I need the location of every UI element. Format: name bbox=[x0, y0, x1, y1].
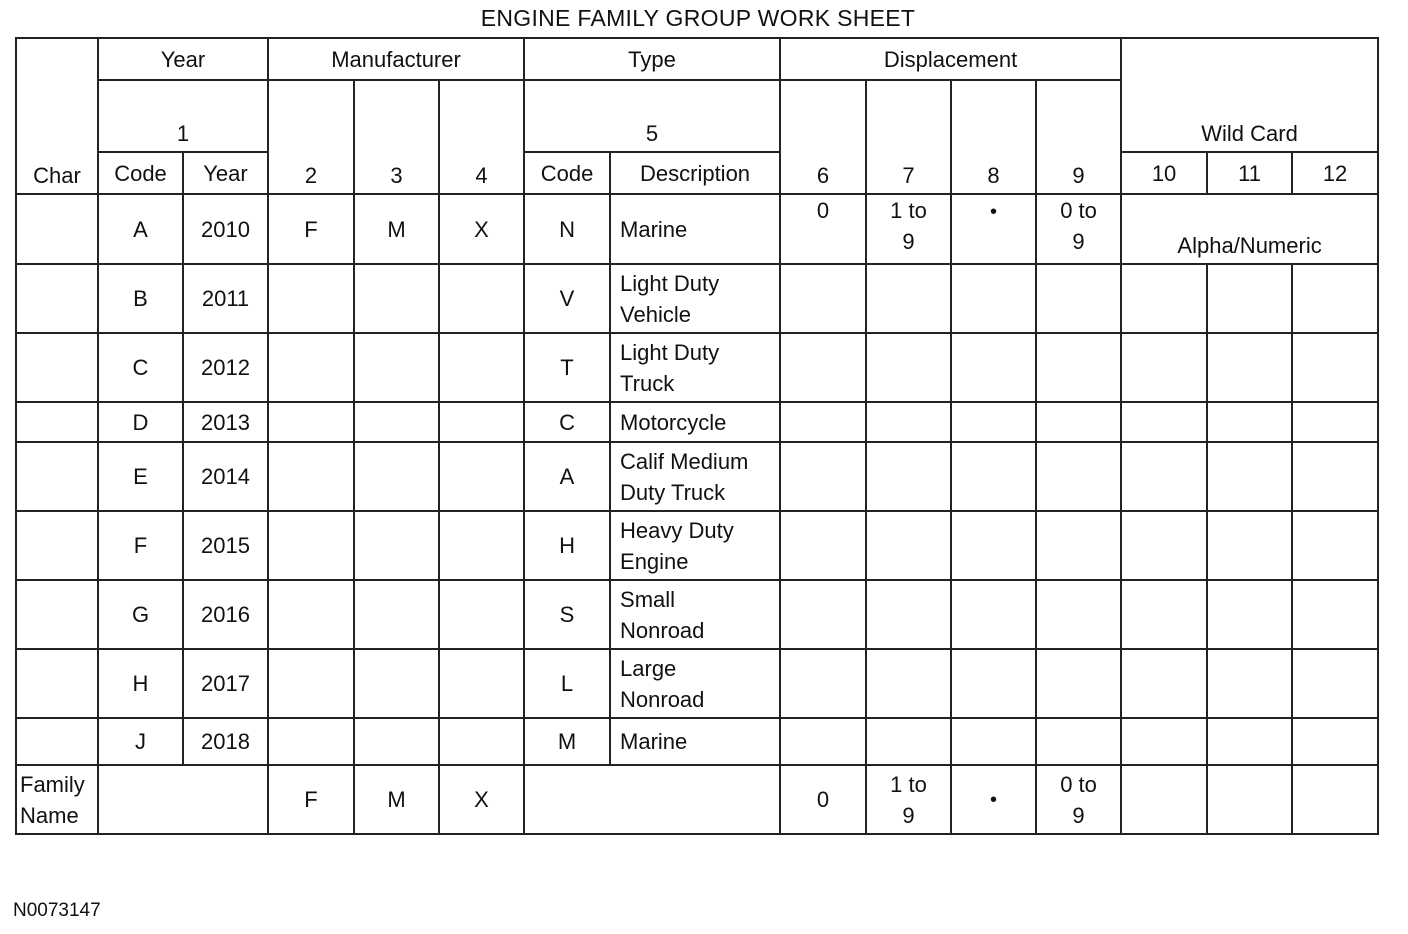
displacement-9-cell bbox=[1036, 264, 1121, 333]
wild-card-10-cell bbox=[1121, 333, 1207, 402]
manufacturer-3-cell bbox=[354, 580, 439, 649]
char-cell bbox=[16, 194, 98, 264]
year-value-cell: 2011 bbox=[183, 264, 268, 333]
displacement-9-cell bbox=[1036, 194, 1121, 264]
family-displacement-8-cell bbox=[951, 765, 1036, 834]
family-name-label-line2: Name bbox=[20, 802, 79, 828]
description-header: Description bbox=[610, 152, 780, 194]
manufacturer-4-cell bbox=[439, 442, 524, 511]
manufacturer-2-cell: F bbox=[268, 194, 354, 264]
description-line2: Vehicle bbox=[620, 301, 691, 327]
table-row bbox=[16, 194, 1378, 264]
type-code-cell: A bbox=[524, 442, 610, 511]
wild-card-12-cell bbox=[1292, 580, 1378, 649]
family-wild-card-11-cell bbox=[1207, 765, 1292, 834]
family-manufacturer-2-cell: F bbox=[268, 765, 354, 834]
description-line2: Truck bbox=[620, 370, 675, 396]
displacement-7-cell bbox=[866, 718, 951, 765]
manufacturer-group-header: Manufacturer bbox=[268, 38, 524, 80]
manufacturer-2-cell bbox=[268, 402, 354, 442]
wild-card-12-cell bbox=[1292, 718, 1378, 765]
position-1-label: 1 bbox=[98, 80, 268, 152]
manufacturer-2-cell bbox=[268, 264, 354, 333]
family-name-row bbox=[16, 765, 1378, 834]
char-cell bbox=[16, 264, 98, 333]
manufacturer-4-cell bbox=[439, 264, 524, 333]
year-code-header: Code bbox=[98, 152, 183, 194]
position-5-label: 5 bbox=[524, 80, 780, 152]
year-group-header: Year bbox=[98, 38, 268, 80]
wild-card-header: Wild Card bbox=[1121, 38, 1378, 152]
year-value-cell: 2012 bbox=[183, 333, 268, 402]
description-line1: Small bbox=[620, 586, 676, 612]
type-code-cell: T bbox=[524, 333, 610, 402]
char-cell bbox=[16, 333, 98, 402]
displacement-group-header: Displacement bbox=[780, 38, 1121, 80]
year-value-cell: 2013 bbox=[183, 402, 268, 442]
wild-card-12-cell bbox=[1292, 333, 1378, 402]
displacement-6-cell bbox=[780, 402, 866, 442]
type-description-cell bbox=[610, 442, 780, 511]
table-row bbox=[16, 264, 1378, 333]
char-cell bbox=[16, 718, 98, 765]
type-code-cell: V bbox=[524, 264, 610, 333]
year-year-header: Year bbox=[183, 152, 268, 194]
manufacturer-2-cell bbox=[268, 442, 354, 511]
char-header: Char bbox=[16, 38, 98, 194]
table-row bbox=[16, 649, 1378, 718]
year-code-cell: A bbox=[98, 194, 183, 264]
displacement-9-line2: 9 bbox=[1072, 229, 1085, 254]
displacement-6-cell bbox=[780, 649, 866, 718]
wild-card-10-cell bbox=[1121, 649, 1207, 718]
position-6-label: 6 bbox=[780, 80, 866, 194]
wild-card-10-cell bbox=[1121, 580, 1207, 649]
type-description-cell: Marine bbox=[610, 718, 780, 765]
position-7-label: 7 bbox=[866, 80, 951, 194]
type-group-header: Type bbox=[524, 38, 780, 80]
type-code-cell: L bbox=[524, 649, 610, 718]
displacement-6-cell bbox=[780, 442, 866, 511]
year-value-cell: 2016 bbox=[183, 580, 268, 649]
manufacturer-2-cell bbox=[268, 649, 354, 718]
manufacturer-4-cell bbox=[439, 402, 524, 442]
type-description-cell bbox=[610, 511, 780, 580]
char-cell bbox=[16, 580, 98, 649]
header-column-row bbox=[16, 152, 1378, 194]
wild-card-cell: Alpha/Numeric bbox=[1121, 194, 1378, 264]
displacement-9-cell bbox=[1036, 442, 1121, 511]
manufacturer-3-cell: M bbox=[354, 194, 439, 264]
displacement-7-cell bbox=[866, 402, 951, 442]
type-description-cell bbox=[610, 264, 780, 333]
manufacturer-3-cell bbox=[354, 264, 439, 333]
displacement-9-cell bbox=[1036, 511, 1121, 580]
wild-card-12-cell bbox=[1292, 649, 1378, 718]
type-code-cell: M bbox=[524, 718, 610, 765]
displacement-7-line1: 1 to bbox=[890, 198, 927, 223]
table-row bbox=[16, 718, 1378, 765]
wild-card-12-cell bbox=[1292, 442, 1378, 511]
char-cell bbox=[16, 402, 98, 442]
year-value-cell: 2018 bbox=[183, 718, 268, 765]
year-code-cell: F bbox=[98, 511, 183, 580]
description-line1: Heavy Duty bbox=[620, 517, 734, 543]
wild-card-10-cell bbox=[1121, 264, 1207, 333]
year-value-cell: 2015 bbox=[183, 511, 268, 580]
displacement-6-cell bbox=[780, 264, 866, 333]
worksheet-title: ENGINE FAMILY GROUP WORK SHEET bbox=[480, 5, 916, 31]
manufacturer-2-cell bbox=[268, 333, 354, 402]
year-value-cell: 2014 bbox=[183, 442, 268, 511]
family-displacement-9-cell bbox=[1036, 765, 1121, 834]
manufacturer-3-cell bbox=[354, 333, 439, 402]
type-code-cell: S bbox=[524, 580, 610, 649]
table-row bbox=[16, 442, 1378, 511]
wild-card-10-cell bbox=[1121, 442, 1207, 511]
displacement-9-cell bbox=[1036, 333, 1121, 402]
displacement-8-cell bbox=[951, 333, 1036, 402]
manufacturer-3-cell bbox=[354, 649, 439, 718]
displacement-9-cell bbox=[1036, 580, 1121, 649]
year-code-cell: B bbox=[98, 264, 183, 333]
displacement-6-cell: 0 bbox=[780, 194, 866, 264]
description-line2: Duty Truck bbox=[620, 479, 726, 505]
manufacturer-4-cell bbox=[439, 580, 524, 649]
displacement-8-cell bbox=[951, 442, 1036, 511]
type-description-cell bbox=[610, 649, 780, 718]
manufacturer-2-cell bbox=[268, 718, 354, 765]
description-line1: Calif Medium bbox=[620, 448, 749, 474]
family-displacement-9-line2: 9 bbox=[1072, 802, 1085, 828]
decimal-point-mark: • bbox=[990, 201, 998, 223]
year-code-cell: J bbox=[98, 718, 183, 765]
displacement-6-cell bbox=[780, 511, 866, 580]
family-displacement-9-line1: 0 to bbox=[1060, 771, 1097, 797]
wild-card-11-cell bbox=[1207, 264, 1292, 333]
position-4-label: 4 bbox=[439, 80, 524, 194]
header-group-row bbox=[16, 38, 1378, 80]
wild-card-11-cell bbox=[1207, 402, 1292, 442]
wild-card-11-cell bbox=[1207, 511, 1292, 580]
displacement-7-cell bbox=[866, 511, 951, 580]
displacement-6-cell bbox=[780, 580, 866, 649]
family-displacement-6-cell: 0 bbox=[780, 765, 866, 834]
family-year-cell bbox=[98, 765, 268, 834]
table-row bbox=[16, 511, 1378, 580]
family-wild-card-10-cell bbox=[1121, 765, 1207, 834]
position-3-label: 3 bbox=[354, 80, 439, 194]
displacement-9-cell bbox=[1036, 649, 1121, 718]
type-code-cell: H bbox=[524, 511, 610, 580]
wild-card-11-cell bbox=[1207, 333, 1292, 402]
displacement-9-cell bbox=[1036, 402, 1121, 442]
table-row bbox=[16, 402, 1378, 442]
displacement-8-cell bbox=[951, 511, 1036, 580]
displacement-7-cell bbox=[866, 333, 951, 402]
displacement-8-cell bbox=[951, 718, 1036, 765]
family-type-cell bbox=[524, 765, 780, 834]
wild-card-10-cell bbox=[1121, 511, 1207, 580]
family-manufacturer-4-cell: X bbox=[439, 765, 524, 834]
displacement-9-line1: 0 to bbox=[1060, 198, 1097, 223]
engine-family-table bbox=[15, 37, 1379, 835]
displacement-7-cell bbox=[866, 649, 951, 718]
displacement-8-cell bbox=[951, 402, 1036, 442]
description-line1: Light Duty bbox=[620, 339, 720, 365]
year-code-cell: C bbox=[98, 333, 183, 402]
displacement-7-cell bbox=[866, 580, 951, 649]
family-displacement-7-line2: 9 bbox=[902, 802, 915, 828]
wild-card-10-cell bbox=[1121, 402, 1207, 442]
char-cell bbox=[16, 511, 98, 580]
wild-card-12-cell bbox=[1292, 264, 1378, 333]
wild-card-11-cell bbox=[1207, 442, 1292, 511]
family-manufacturer-3-cell: M bbox=[354, 765, 439, 834]
year-code-cell: H bbox=[98, 649, 183, 718]
description-line1: Large bbox=[620, 655, 677, 681]
family-name-label bbox=[16, 765, 98, 834]
description-line1: Light Duty bbox=[620, 270, 720, 296]
position-9-label: 9 bbox=[1036, 80, 1121, 194]
manufacturer-2-cell bbox=[268, 580, 354, 649]
description-line2: Nonroad bbox=[620, 617, 705, 643]
position-10-label: 10 bbox=[1121, 152, 1207, 194]
table-row bbox=[16, 333, 1378, 402]
manufacturer-4-cell bbox=[439, 333, 524, 402]
displacement-9-cell bbox=[1036, 718, 1121, 765]
wild-card-11-cell bbox=[1207, 718, 1292, 765]
position-11-label: 11 bbox=[1207, 152, 1292, 194]
wild-card-10-cell bbox=[1121, 718, 1207, 765]
manufacturer-3-cell bbox=[354, 442, 439, 511]
displacement-7-cell bbox=[866, 194, 951, 264]
figure-id: N0073147 bbox=[13, 900, 101, 921]
year-value-cell: 2017 bbox=[183, 649, 268, 718]
manufacturer-4-cell bbox=[439, 718, 524, 765]
position-12-label: 12 bbox=[1292, 152, 1378, 194]
type-description-cell: Motorcycle bbox=[610, 402, 780, 442]
wild-card-11-cell bbox=[1207, 649, 1292, 718]
manufacturer-2-cell bbox=[268, 511, 354, 580]
displacement-6-cell bbox=[780, 718, 866, 765]
manufacturer-4-cell bbox=[439, 649, 524, 718]
wild-card-12-cell bbox=[1292, 402, 1378, 442]
type-description-cell bbox=[610, 333, 780, 402]
char-cell bbox=[16, 442, 98, 511]
family-displacement-7-cell bbox=[866, 765, 951, 834]
manufacturer-3-cell bbox=[354, 402, 439, 442]
displacement-8-cell bbox=[951, 580, 1036, 649]
wild-card-11-cell bbox=[1207, 580, 1292, 649]
type-description-cell: Marine bbox=[610, 194, 780, 264]
type-code-cell: N bbox=[524, 194, 610, 264]
manufacturer-3-cell bbox=[354, 511, 439, 580]
displacement-7-cell bbox=[866, 264, 951, 333]
decimal-point-mark: • bbox=[990, 789, 998, 811]
displacement-8-cell bbox=[951, 194, 1036, 264]
position-2-label: 2 bbox=[268, 80, 354, 194]
char-cell bbox=[16, 649, 98, 718]
family-displacement-7-line1: 1 to bbox=[890, 771, 927, 797]
year-code-cell: G bbox=[98, 580, 183, 649]
family-wild-card-12-cell bbox=[1292, 765, 1378, 834]
manufacturer-4-cell bbox=[439, 511, 524, 580]
displacement-7-line2: 9 bbox=[902, 229, 915, 254]
table-row bbox=[16, 580, 1378, 649]
year-code-cell: E bbox=[98, 442, 183, 511]
wild-card-12-cell bbox=[1292, 511, 1378, 580]
description-line2: Engine bbox=[620, 548, 689, 574]
manufacturer-4-cell: X bbox=[439, 194, 524, 264]
year-code-cell: D bbox=[98, 402, 183, 442]
displacement-8-cell bbox=[951, 649, 1036, 718]
year-value-cell: 2010 bbox=[183, 194, 268, 264]
displacement-6-cell bbox=[780, 333, 866, 402]
displacement-7-cell bbox=[866, 442, 951, 511]
description-line2: Nonroad bbox=[620, 686, 705, 712]
position-8-label: 8 bbox=[951, 80, 1036, 194]
manufacturer-3-cell bbox=[354, 718, 439, 765]
family-name-label-line1: Family bbox=[20, 771, 85, 797]
type-code-cell: C bbox=[524, 402, 610, 442]
type-code-header: Code bbox=[524, 152, 610, 194]
displacement-8-cell bbox=[951, 264, 1036, 333]
type-description-cell bbox=[610, 580, 780, 649]
